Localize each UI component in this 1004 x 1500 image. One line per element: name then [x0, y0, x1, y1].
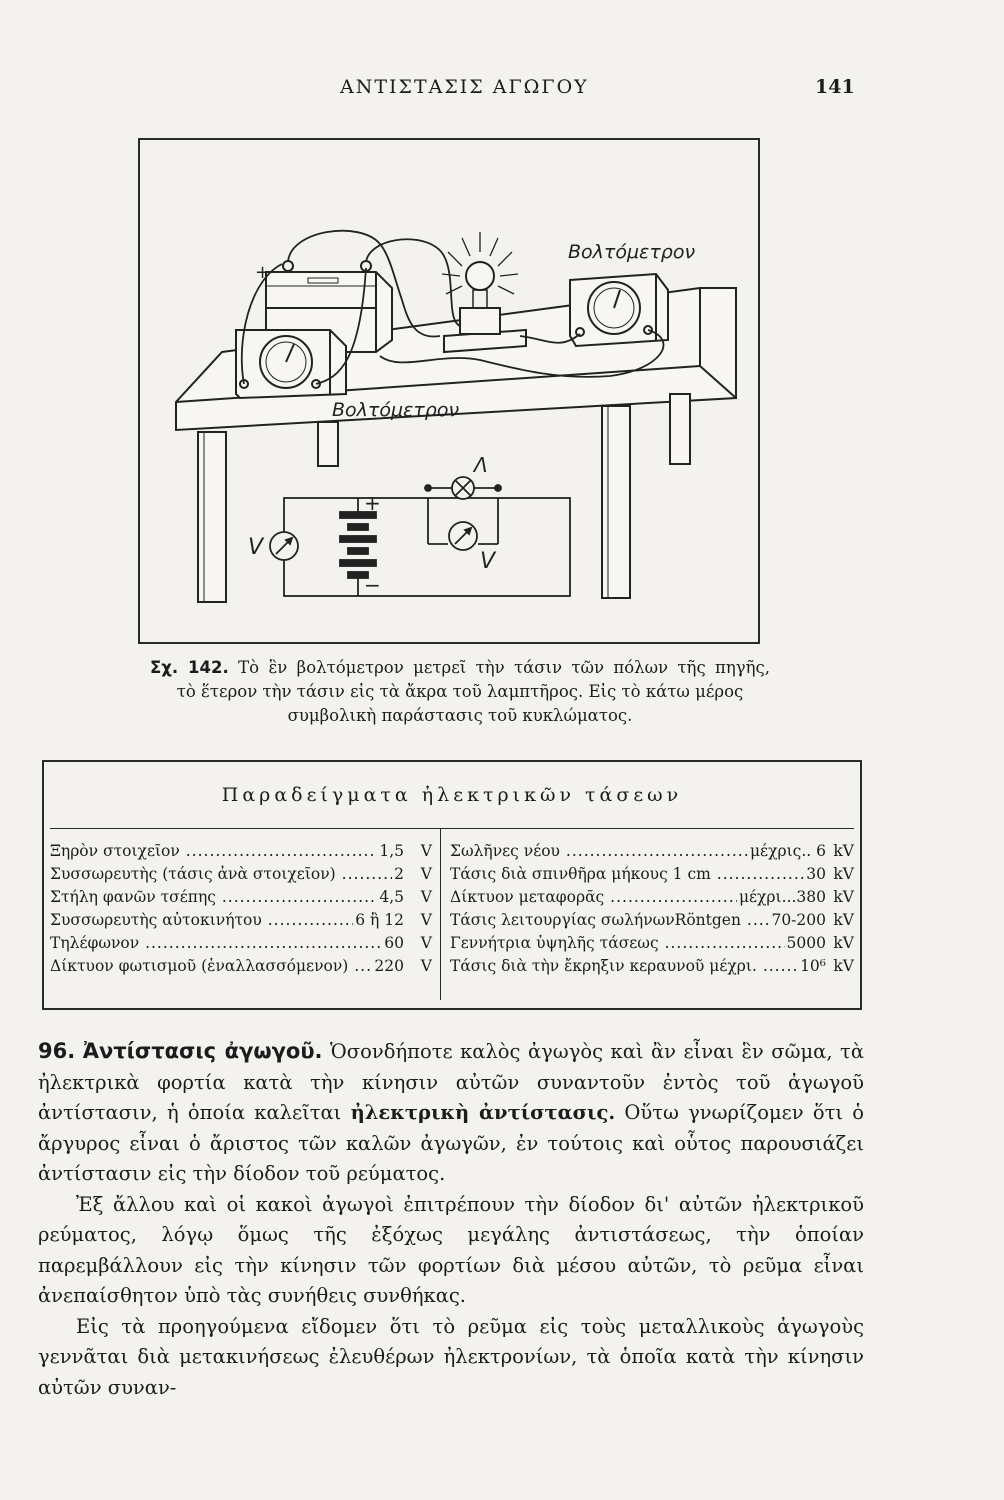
schematic-minus-label: −: [364, 573, 381, 597]
paragraph-3: Εἰς τὰ προηγούμενα εἴδομεν ὅτι τὸ ρεῦμα εἰς τοὺς μεταλλικοὺς ἀγωγοὺς γεννᾶται διὰ μετακινήσεως ἐλευθέρων ἠλεκτρονίων, τὰ ὁποῖα κατὰ τὴν κίνησιν αὐτῶν συναν-: [38, 1314, 864, 1399]
voltmeter-top-label: Βολτόμετρον: [568, 241, 696, 263]
paragraph-1: 96. Ἀντίστασις ἀγωγοῦ. Ὁσονδήποτε καλὸς ἀγωγὸς καὶ ἂν εἶναι ἓν σῶμα, τὰ ἠλεκτρικὰ φορτία κατὰ τὴν κίνησιν αὐτῶν συναντοῦν ἐντὸς τοῦ ἀγωγοῦ ἀντίστασιν, ἡ ὁποία καλεῖται ἠλεκτρικὴ ἀντίστασις. Οὕτω γνωρίζομεν ὅτι ὁ ἄργυρος εἶναι ὁ ἄριστος τῶν καλῶν ἀγωγῶν, ἐν τούτοις καὶ οὗτος παρουσιάζει ἀντίστασιν εἰς τὴν δίοδον τοῦ ρεύματος.: [38, 1039, 865, 1185]
table-row: Συσσωρευτὴς (τάσις ἀνὰ στοιχεῖον) ..... 2 V: [50, 863, 432, 886]
page-number: 141: [815, 76, 855, 98]
table-left-column: [50, 840, 432, 978]
voltmeter-right: [570, 274, 668, 346]
schematic-v-left-label: V: [248, 535, 264, 560]
table-row: Δίκτυον μεταφορᾶς ..... μέχρι...380 kV: [450, 886, 854, 909]
table-rule: [50, 828, 854, 829]
table-row: Σωλῆνες νέου ..... μέχρις.. 6 kV: [450, 840, 854, 863]
section-96: [38, 1036, 864, 1403]
figure-number: Σχ. 142.: [150, 658, 229, 677]
table-leg-back-left: [318, 422, 338, 466]
table-column-divider: [440, 828, 441, 1000]
voltmeter-bottom-label: Βολτόμετρον: [332, 399, 460, 421]
table-row: Τάσις λειτουργίας σωλήνωνRöntgen ..... 70-200 kV: [450, 909, 854, 932]
battery-plus-label: +: [255, 262, 271, 283]
table-right-column: [450, 840, 854, 978]
section-number: 96.: [38, 1039, 76, 1063]
table-leg-front-left: [198, 432, 226, 602]
caption-line-3: συμβολικὴ παράστασις τοῦ κυκλώματος.: [287, 706, 633, 725]
table-leg-back-right: [670, 394, 690, 464]
caption-line-2: τὸ ἕτερον τὴν τάσιν εἰς τὰ ἄκρα τοῦ λαμπτῆρος. Εἰς τὸ κάτω μέρος: [176, 682, 744, 701]
running-head: [0, 72, 1004, 102]
schematic-lamp-label: Λ: [474, 453, 488, 477]
circuit-illustration: [140, 140, 758, 642]
voltmeter-left: [236, 330, 346, 398]
table-row: Στήλη φανῶν τσέπης ..... 4,5 V: [50, 886, 432, 909]
section-title: Ἀντίστασις ἀγωγοῦ.: [82, 1039, 323, 1063]
table-row: Συσσωρευτὴς αὐτοκινήτου ..... 6 ἢ 12 V: [50, 909, 432, 932]
table-row: Ξηρὸν στοιχεῖον ..... 1,5 V: [50, 840, 432, 863]
figure-142: [138, 138, 760, 644]
figure-caption: [150, 656, 770, 728]
table-row: Δίκτυον φωτισμοῦ (ἐναλλασσόμενον) ..... 220 V: [50, 955, 432, 978]
running-title: ΑΝΤΙΣΤΑΣΙΣ ΑΓΩΓΟΥ: [340, 76, 589, 98]
paragraph-2: Ἐξ ἄλλου καὶ οἱ κακοὶ ἀγωγοὶ ἐπιτρέπουν τὴν δίοδον δι' αὐτῶν ἠλεκτρικοῦ ρεύματος, λόγῳ ὅμως τῆς ἐξόχως μεγάλης ἀντιστάσεως, τὴν ὁποίαν παρεμβάλλουν εἰς τὴν κίνησιν τῶν φορτίων διὰ μέσου αὐτῶν, τὸ ρεῦμα εἶναι ἀνεπαίσθητον ὑπὸ τὰς συνήθεις συνθήκας.: [38, 1192, 864, 1307]
table-row: Γεννήτρια ὑψηλῆς τάσεως ..... 5000 kV: [450, 932, 854, 955]
circuit-schematic: [270, 477, 570, 596]
table-row: Τάσις διὰ σπινθῆρα μήκους 1 cm ..... 30 kV: [450, 863, 854, 886]
table-title: Παραδείγματα ἠλεκτρικῶν τάσεων: [221, 784, 683, 806]
schematic-v-right-label: V: [480, 549, 496, 574]
bold-term: ἠλεκτρικὴ ἀντίστασις.: [350, 1101, 616, 1124]
table-row: Τάσις διὰ τὴν ἔκρηξιν κεραυνοῦ μέχρι. ..... 10⁶ kV: [450, 955, 854, 978]
voltage-examples-table: [42, 760, 862, 1010]
table-leg-front-right: [602, 406, 630, 598]
schematic-plus-label: +: [364, 491, 381, 515]
caption-line-1: Σχ. 142. Τὸ ἓν βολτόμετρον μετρεῖ τὴν τάσιν τῶν πόλων τῆς πηγῆς,: [150, 658, 771, 677]
table-row: Τηλέφωνον ..... 60 V: [50, 932, 432, 955]
